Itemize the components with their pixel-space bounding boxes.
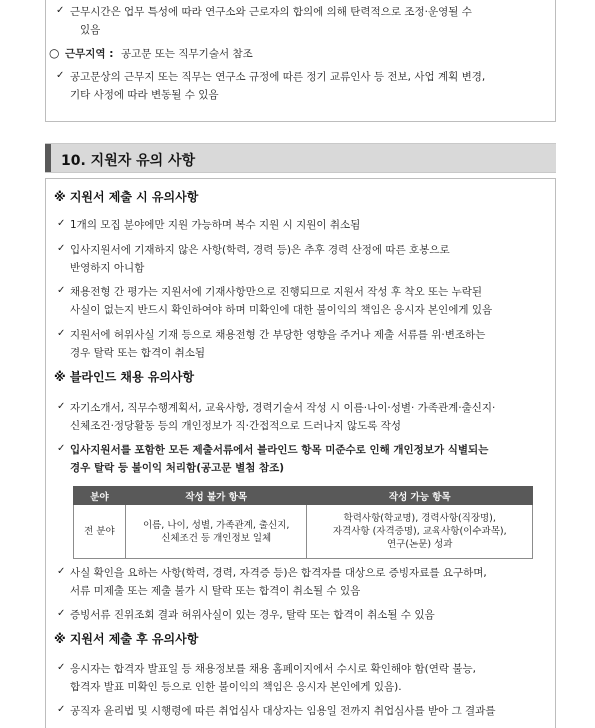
blind-items-table (73, 486, 533, 559)
bullet-text: 공고문상의 근무지 또는 직무는 연구소 규정에 따른 정기 교류인사 등 전보, 사업 계획 변경, (70, 71, 486, 83)
check-icon: ✓ (57, 704, 66, 715)
check-icon: ✓ (57, 443, 66, 454)
check-icon: ✓ (56, 70, 65, 81)
after-submit-heading: ※ 지원서 제출 후 유의사항 (54, 632, 199, 646)
table-cell-field: 전 분야 (74, 505, 126, 559)
table-cell-prohibited (125, 505, 307, 559)
section-header (45, 143, 556, 173)
bullet-text: 기타 사정에 따라 변동될 수 있음 (70, 89, 219, 101)
section-accent-bar (45, 144, 51, 172)
table-header-prohibited: 작성 불가 항목 (125, 487, 307, 505)
table-header-allowed: 작성 가능 항목 (307, 487, 533, 505)
bullet-text: 채용전형 간 평가는 지원서에 기재사항만으로 진행되므로 지원서 작성 후 착오 또는 누락된 (70, 286, 483, 298)
bullet-text: 입사지원서에 기재하지 않은 사항(학력, 경력 등)은 추후 경력 산정에 따른 호봉으로 (70, 244, 450, 256)
cell-line: 이름, 나이, 성별, 가족관계, 출신지, (142, 519, 290, 531)
bullet-text: 경우 탈락 또는 합격이 취소됨 (70, 347, 206, 359)
table-header-field: 분야 (74, 487, 126, 505)
table-row (74, 505, 533, 559)
cell-line: 연구(논문) 성과 (386, 539, 453, 550)
section-title: 10. 지원자 유의 사항 (61, 153, 196, 169)
work-location-label: 근무지역 : (65, 48, 114, 60)
bullet-text: 있음 (80, 24, 101, 36)
bullet-text-emphasis: 경우 탈락 등 불이익 처리함(공고문 별첨 참조) (70, 462, 285, 474)
check-icon: ✓ (56, 5, 65, 16)
check-icon: ✓ (57, 401, 66, 412)
work-location-value: 공고문 또는 직무기술서 참조 (121, 48, 253, 60)
bullet-text: 사실 확인을 요하는 사항(학력, 경력, 자격증 등)은 합격자를 대상으로 증빙자료를 요구하며, (70, 567, 487, 579)
cell-line: 학력사항(학교명), 경력사항(직장명), (343, 513, 496, 524)
bullet-text: 응시자는 합격자 발표일 등 채용정보를 채용 홈페이지에서 수시로 확인해야 함(연락 불능, (70, 663, 476, 675)
bullet-text: 신체조건·정당활동 등의 개인정보가 직·간접적으로 드러나지 않도록 작성 (70, 420, 401, 432)
circle-bullet-icon: ○ (49, 46, 60, 60)
blind-notes-heading: ※ 블라인드 채용 유의사항 (54, 370, 195, 384)
check-icon: ✓ (57, 218, 66, 229)
check-icon: ✓ (57, 662, 66, 673)
table-header-row (74, 487, 533, 505)
check-icon: ✓ (57, 328, 66, 339)
bullet-text: 자기소개서, 직무수행계획서, 교육사항, 경력기술서 작성 시 이름·나이·성별· 가족관계·출신지· (70, 402, 496, 414)
bullet-text: 사실이 없는지 반드시 확인하여야 하며 미확인에 대한 불이익의 책임은 응시자 본인에게 있음 (70, 304, 493, 316)
bullet-text: 공직자 윤리법 및 시행령에 따른 취업심사 대상자는 임용일 전까지 취업심사를 받아 그 결과를 (70, 705, 496, 717)
work-conditions-box (45, 0, 556, 122)
submit-notes-heading: ※ 지원서 제출 시 유의사항 (54, 190, 199, 204)
bullet-text: 1개의 모집 분야에만 지원 가능하며 복수 지원 시 지원이 취소됨 (70, 219, 361, 231)
bullet-text: 증빙서류 진위조회 결과 허위사실이 있는 경우, 탈락 또는 합격이 취소될 수 있음 (70, 609, 435, 621)
bullet-text-emphasis: 입사지원서를 포함한 모든 제출서류에서 블라인드 항목 미준수로 인해 개인정보가 식별되는 (70, 444, 489, 456)
check-icon: ✓ (57, 243, 66, 254)
bullet-text: 합격자 발표 미확인 등으로 인한 불이익의 책임은 응시자 본인에게 있음). (70, 681, 402, 693)
bullet-text: 서류 미제출 또는 제출 불가 시 탈락 또는 합격이 취소될 수 있음 (70, 585, 361, 597)
check-icon: ✓ (57, 566, 66, 577)
check-icon: ✓ (57, 285, 66, 296)
table-cell-allowed (307, 505, 533, 559)
bullet-text: 반영하지 아니함 (70, 262, 145, 274)
bullet-text: 지원서에 허위사실 기재 등으로 채용전형 간 부당한 영향을 주거나 제출 서류를 위·변조하는 (70, 329, 486, 341)
bullet-text: 근무시간은 업무 특성에 따라 연구소와 근로자의 합의에 의해 탄력적으로 조정·운영될 수 (70, 6, 472, 18)
check-icon: ✓ (57, 608, 66, 619)
cell-line: 자격사항 (자격증명), 교육사항(이수과목), (332, 526, 507, 537)
cell-line: 신체조건 등 개인정보 일체 (161, 532, 272, 544)
